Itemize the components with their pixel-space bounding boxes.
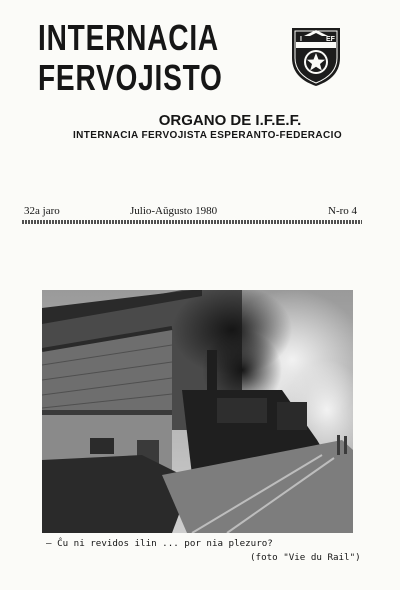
- magazine-title-line-1: INTERNACIA: [38, 17, 219, 58]
- federation-name: INTERNACIA FERVOJISTA ESPERANTO-FEDERACIO: [72, 130, 343, 141]
- logo-letter-i: I: [300, 36, 302, 43]
- issue-number: N-ro 4: [328, 205, 358, 217]
- dotted-divider: [22, 220, 362, 224]
- magazine-title-line-2: FERVOJISTO: [38, 57, 223, 98]
- photo-caption: – Ĉu ni revidos ilin ... por nia plezuro?: [46, 538, 273, 549]
- organ-subtitle: ORGANO DE I.F.E.F.: [158, 112, 302, 129]
- logo-letters-ef: EF: [326, 36, 335, 43]
- ifef-emblem-logo: [286, 22, 346, 88]
- issue-year: 32a jaro: [24, 205, 60, 217]
- issue-date: Julio-Aŭgusto 1980: [130, 205, 218, 217]
- steam-train-photo: [42, 290, 353, 533]
- photo-credit: (foto "Vie du Rail"): [250, 552, 361, 563]
